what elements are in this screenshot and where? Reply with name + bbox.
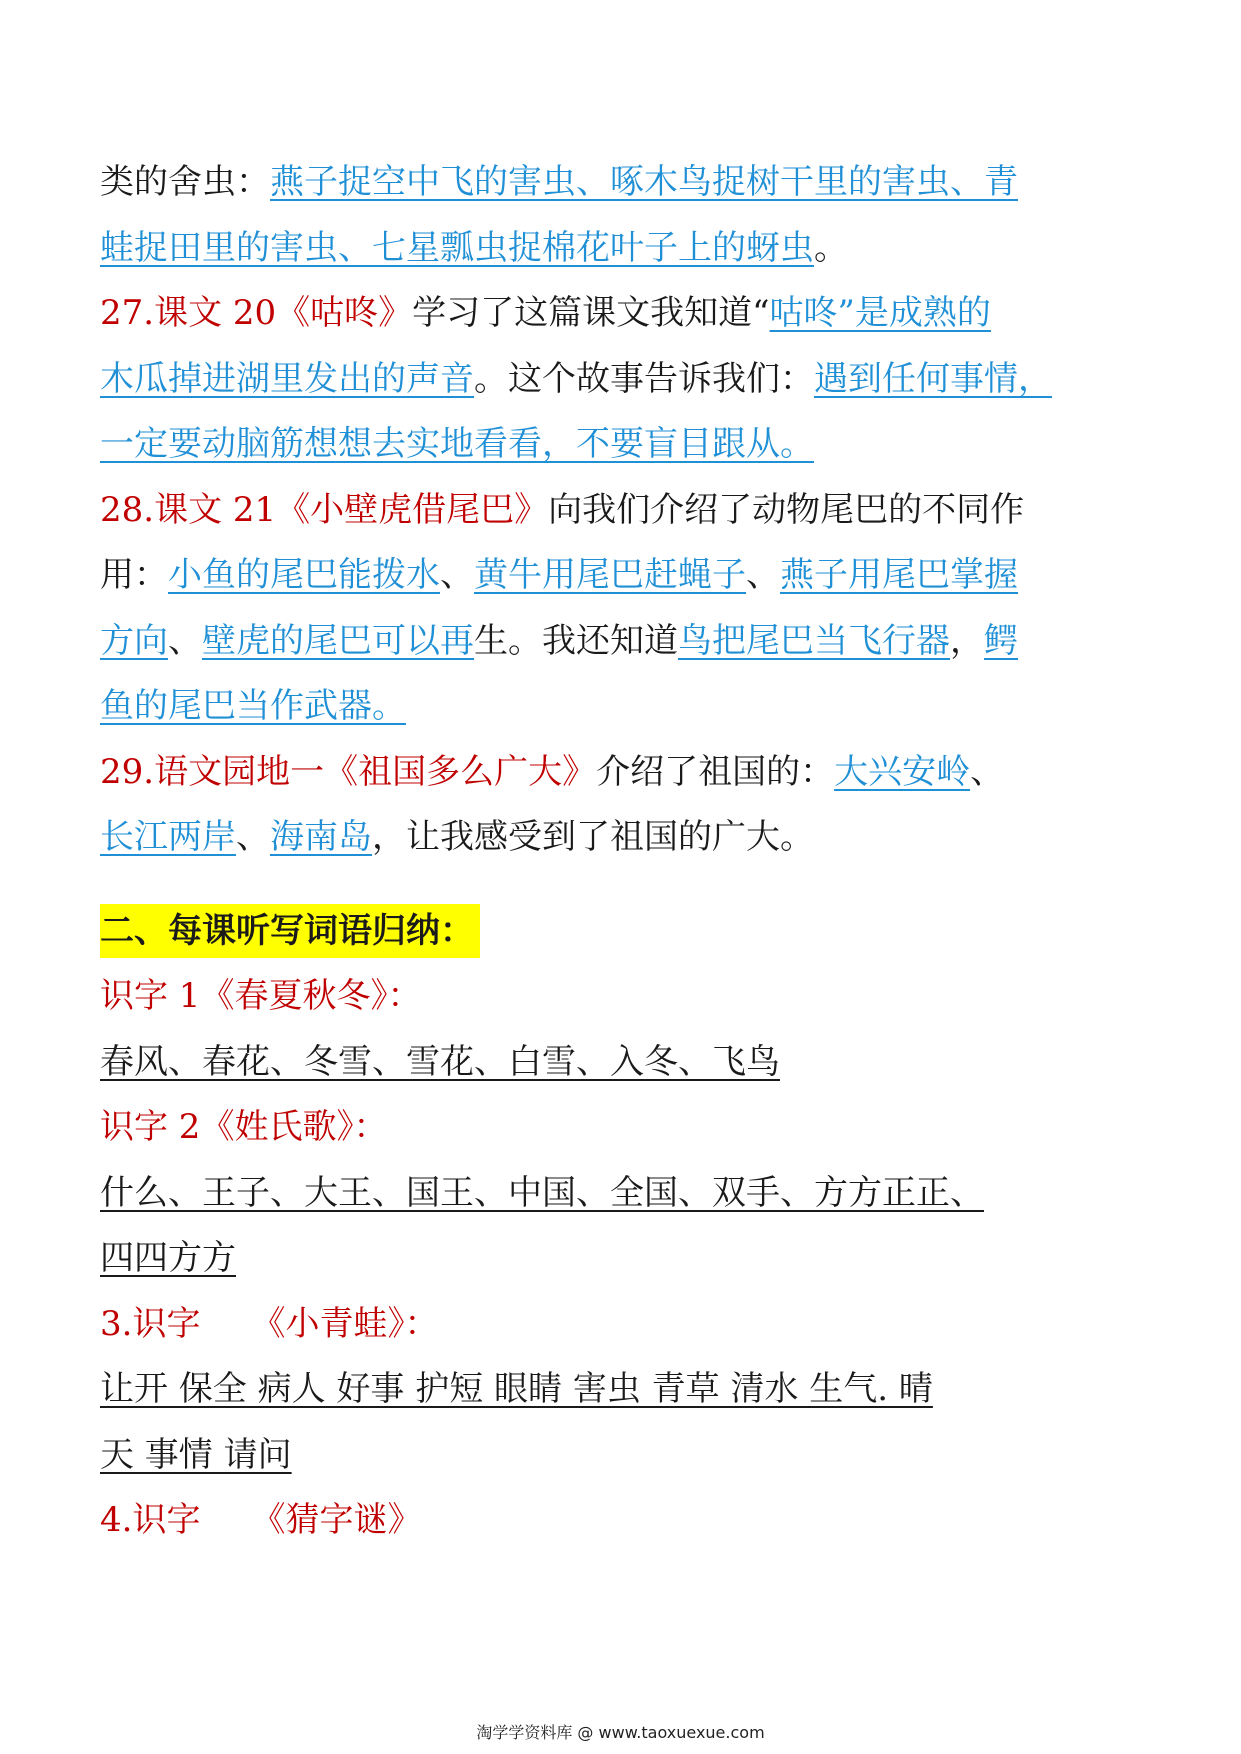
item26-line2 (100, 216, 1110, 282)
item29-answer2: 长江两岸 (100, 817, 236, 857)
lesson2-words-row2 (100, 1226, 1110, 1292)
item29-answer3: 海南岛 (270, 817, 372, 857)
item28-line1 (100, 478, 1110, 544)
item28-answer2: 黄牛用尾巴赶蝇子 (474, 555, 746, 595)
item29-sep2: 、 (236, 817, 270, 857)
item27-text2: 。这个故事告诉我们： (474, 358, 814, 399)
item28-sep2: 、 (746, 555, 780, 595)
item26-line1 (100, 150, 1110, 216)
item27-line1 (100, 281, 1110, 347)
item26-answer-part2: 蛙捉田里的害虫、七星瓢虫捉棉花叶子上的蚜虫 (100, 227, 814, 268)
item27-answer4: 一定要动脑筋想想去实地看看，不要盲目跟从。 (100, 424, 814, 464)
item27-line3 (100, 412, 1110, 478)
item28-text2: 用： (100, 555, 168, 595)
item27-text1: 学习了这篇课文我知道“ (412, 293, 770, 333)
lesson2-words-row1 (100, 1161, 1110, 1227)
item27-line2 (100, 347, 1110, 413)
item28-line4 (100, 674, 1110, 740)
item28-sep3: 、 (168, 620, 202, 661)
item28-label: 28.课文 21《小壁虎借尾巴》 (100, 489, 549, 530)
lesson1-words: 春风、春花、冬雪、雪花、白雪、入冬、飞鸟 (100, 1041, 780, 1082)
lesson2-words-line2: 四四方方 (100, 1238, 236, 1278)
item28-text3: 生。我还知道 (474, 620, 678, 661)
item29-sep1: 、 (970, 751, 1005, 792)
item28-answer7: 鳄 (984, 620, 1018, 661)
lesson1-words-row (100, 1030, 1110, 1096)
item27-label: 27.课文 20《咕咚》 (100, 293, 413, 333)
item26-suffix: 。 (814, 227, 848, 268)
page-footer: 淘学学资料库 @ www.taoxuexue.com (476, 1723, 765, 1742)
item27-answer1: 咕咚”是成熟的 (769, 293, 991, 333)
item27-answer2: 木瓜掉进湖里发出的声音 (100, 358, 474, 399)
lesson4-title: 4.识字 《猜字谜》 (100, 1500, 422, 1540)
item27-answer3: 遇到任何事情， (814, 358, 1052, 399)
item29-answer1: 大兴安岭 (834, 751, 971, 792)
item28-answer1: 小鱼的尾巴能拨水 (168, 555, 440, 595)
item29-line2 (100, 805, 1110, 871)
document-body (100, 150, 1110, 1554)
lesson2-title: 识字 2《姓氏歌》： (100, 1107, 388, 1147)
item29-line1 (100, 740, 1110, 806)
item28-sep1: 、 (440, 555, 474, 595)
lesson1-title: 识字 1《春夏秋冬》： (100, 976, 422, 1016)
lesson3-title: 3.识字 《小青蛙》： (100, 1303, 439, 1344)
item29-label: 29.语文园地一《祖国多么广大》 (100, 751, 597, 792)
section-gap (100, 871, 1110, 899)
lesson3-words-line2: 天 事情 请问 (100, 1434, 292, 1475)
lesson3-words-line1: 让开 保全 病人 好事 护短 眼睛 害虫 青草 清水 生气. 晴 (100, 1369, 933, 1409)
lesson3-words-row1 (100, 1357, 1110, 1423)
item28-answer5: 壁虎的尾巴可以再 (202, 620, 474, 661)
item28-answer8: 鱼的尾巴当作武器。 (100, 686, 406, 726)
item28-text1: 向我们介绍了动物尾巴的不同作 (548, 489, 1025, 530)
item29-text2: ，让我感受到了祖国的广大。 (372, 817, 814, 857)
item28-answer6: 鸟把尾巴当飞行器 (678, 620, 950, 661)
item26-prefix: 类的舍虫： (100, 162, 270, 202)
item28-line3 (100, 609, 1110, 675)
item28-line2 (100, 543, 1110, 609)
section2-heading: 二、每课听写词语归纳： (100, 904, 480, 958)
item26-answer-part1: 燕子捉空中飞的害虫、啄木鸟捉树干里的害虫、青 (270, 162, 1018, 202)
item28-answer4: 方向 (100, 620, 168, 661)
lesson2-words-line1: 什么、王子、大王、国王、中国、全国、双手、方方正正、 (100, 1172, 984, 1213)
item28-sep4: ， (950, 620, 984, 661)
section2-heading-row (100, 899, 1110, 965)
item28-answer3: 燕子用尾巴掌握 (780, 555, 1018, 595)
item29-text1: 介绍了祖国的： (596, 751, 835, 792)
lesson3-words-row2 (100, 1423, 1110, 1489)
